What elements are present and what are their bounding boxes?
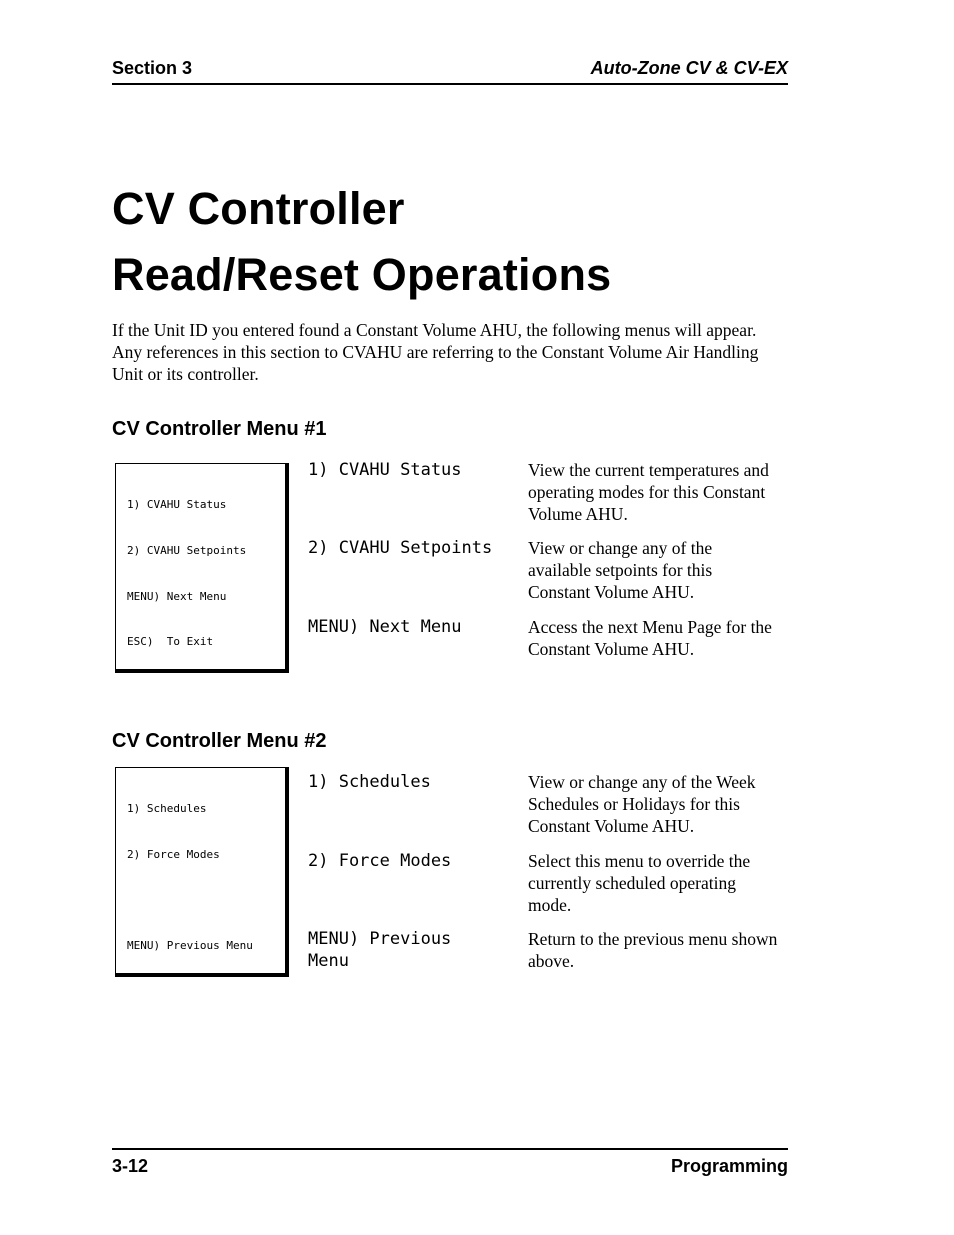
menu-item-key: 1) Schedules [308,772,431,792]
lcd-line: 2) Force Modes [127,848,220,861]
page-header [112,58,788,79]
section-label: Section 3 [112,58,193,78]
menu-item-key: 2) CVAHU Setpoints [308,538,493,558]
menu-item-key: 1) CVAHU Status [308,460,462,480]
page-title-line-2: Read/Reset Operations [112,249,612,300]
lcd-line: MENU) Previous Menu [127,939,253,953]
menu-item-description: View the current temperatures and operating modes for this Constant Volume AHU. [528,460,769,524]
menu-item-description: View or change any of the available setpoints for this Constant Volume AHU. [528,538,713,602]
lcd-line: 1) Schedules [127,802,207,816]
menu-item-key: 2) Force Modes [308,851,452,871]
header-rule [112,83,788,85]
menu-item-description: View or change any of the Week Schedules or Holidays for this Constant Volume AHU. [528,772,756,836]
page-title [112,176,611,308]
intro-paragraph: If the Unit ID you entered found a Constant Volume AHU, the following menus will appear. Any references in this section to CVAHU are referring to the Constant Volume Air Handling Unit or its controller. [112,320,759,384]
lcd-line: ESC) To Exit [127,635,214,649]
menu-item-description: Return to the previous menu shown above. [528,929,778,971]
lcd-line [127,893,285,908]
page-number: 3-12 [112,1156,149,1176]
menu-item-description: Select this menu to override the currently scheduled operating mode. [528,851,751,915]
menu2-heading: CV Controller Menu #2 [112,730,327,752]
menu1-lcd-screen [115,463,289,673]
footer-rule [112,1148,788,1150]
product-name: Auto-Zone CV & CV-EX [590,58,788,78]
menu-item-description: Access the next Menu Page for the Constant Volume AHU. [528,617,772,659]
menu1-heading: CV Controller Menu #1 [112,418,327,440]
lcd-line: 1) CVAHU Status [127,498,227,512]
menu-item-key: MENU) Next Menu [308,617,462,637]
menu2-lcd-screen [115,767,289,977]
menu-item-key: MENU) Previous Menu [308,929,452,971]
lcd-line: MENU) Next Menu [127,589,227,603]
lcd-line: 2) CVAHU Setpoints [127,544,247,557]
page-title-line-1: CV Controller [112,183,405,234]
page-footer [112,1156,788,1177]
chapter-name: Programming [670,1156,788,1176]
